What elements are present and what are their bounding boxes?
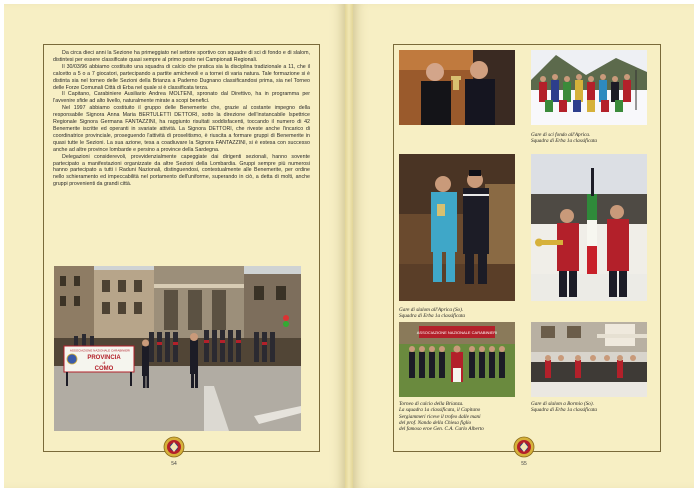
football-banner-text: ASSOCIAZIONE NAZIONALE CARABINIERI [416, 330, 498, 335]
caption-line: Torneo di calcio della Brianza. [399, 401, 464, 407]
association-emblem-icon [163, 436, 185, 458]
football-team-photo-drawing [399, 322, 515, 397]
caption-line: Squadra di Erba 1a classificata [531, 138, 597, 145]
ski-team-photo-drawing [531, 50, 647, 125]
left-page-body-text [53, 50, 310, 188]
caption-line: Gare di slalom a Bormio (So). [531, 401, 594, 407]
football-team-photo [399, 322, 515, 397]
band-photo-drawing [531, 154, 647, 301]
caption-line: del famoso eroe Gen. C.A. Carlo Alberto [399, 426, 484, 433]
parade-photo [54, 266, 301, 431]
caption-line: La squadra 1a classificata, il Capitano [399, 407, 481, 414]
paragraph: Il Capitano, Carabiniere Ausiliario Andrea MOLTENI, spronato dal Direttivo, ha in programma per l'avvenire sfide ad alto livello, naturalmente mirate a scopi benefici. [53, 91, 310, 105]
banner-line-2: PROVINCIA [87, 355, 121, 361]
banner-line-3: di [102, 361, 106, 365]
page-number: 55 [521, 461, 527, 467]
caption-line: del prof. Nando della Chiesa figlio [399, 419, 472, 426]
bormio-photo-drawing [531, 322, 647, 397]
caption-line: Sergiammeri riceve il trofeo dalle mani [399, 413, 481, 420]
caption-line: Gare di sci fondo all'Aprica. [531, 132, 591, 138]
caption-bormio [531, 401, 649, 414]
slalom-aprica-photo-drawing [399, 154, 515, 301]
left-page [4, 4, 345, 488]
slalom-aprica-photo [399, 154, 515, 301]
parade-photo-drawing [54, 266, 301, 431]
paragraph: Da circa dieci anni la Sezione ha primeggiato nel settore sportivo con squadre di sci di fondo e di slalom, distintesi per essere classificate quasi sempre al primo posto nei Campionati Regionali. [53, 50, 310, 63]
caption-line: Squadra di Erba 1a classificata [399, 313, 465, 320]
association-emblem-icon [513, 436, 535, 458]
page-number: 54 [171, 461, 177, 467]
caption-ski-fondo [531, 132, 649, 145]
bormio-photo [531, 322, 647, 397]
trophy-photo [399, 50, 515, 125]
right-page [353, 4, 694, 488]
banner-line-1: ASSOCIAZIONE NAZIONALE CARABINIERI [69, 348, 131, 353]
caption-slalom-aprica [399, 307, 517, 320]
paragraph: Nel 1997 abbiamo costituito il gruppo delle Benemerite che, grazie al costante impegno della responsabile Signora Anna Maria BERTULETTI DETTORI, sotto la direzione dell'instancabile Ispettrice Regionale Signora Germana FANTAZZINI, ha raggiunto risultati soddisfacenti, toccando il numero di 42 Benemerite iscritte ed operanti in svariate attività. La Signora DETTORI, che riveste anche l'incarico di coordinatrice provinciale, proseguendo l'attività di proselitismo, è riuscita a formare gruppi di Benemerite in quasi tutte le Sezioni. La sua azione, tesa a coadiuvare la Signora FANTAZZINI, si è estesa con successo anche ad altre province lombarde e persino a province della Sardegna. [53, 105, 310, 153]
book-gutter [345, 4, 353, 488]
caption-line: Gare di slalom all'Aprica (So). [399, 307, 464, 313]
trophy-photo-drawing [399, 50, 515, 125]
banner-line-4: COMO [94, 366, 114, 372]
ski-team-photo [531, 50, 647, 125]
band-photo [531, 154, 647, 301]
paragraph: Il 30/03/96 abbiamo costituito una squadra di calcio che pratica sia la disciplina tradizionale a 11, che il calcetto a 5 o a 7 giocatori, partecipando a partite amichevoli e a tornei di varia natura. Tale formazione si è distinta sia nel torneo delle Sezioni della Brianza a Paderno Dugnano classificandosi prima, sia nel Torneo delle Forze Comunali Città di Erba nel quale si è classificata terza. [53, 63, 310, 91]
paragraph: Delegazioni considerevoli, provvidenzialmente capeggiate dai dirigenti sezionali, hanno sovente partecipato a manifestazioni organizzate da altre Sezioni della Lombardia. Gruppi sempre più numerosi hanno partecipato a tutti i Raduni Nazionali, distinguendosi, contestualmente alle Benemerite, per ordine nello schieramento ed impeccabilità nel portamento dell'uniforme, superando in ciò, a detta di molti, anche gruppi provenienti da grandi città. [53, 153, 310, 188]
caption-line: Squadra di Erba 1a classificata [531, 407, 597, 414]
caption-football [399, 401, 517, 432]
